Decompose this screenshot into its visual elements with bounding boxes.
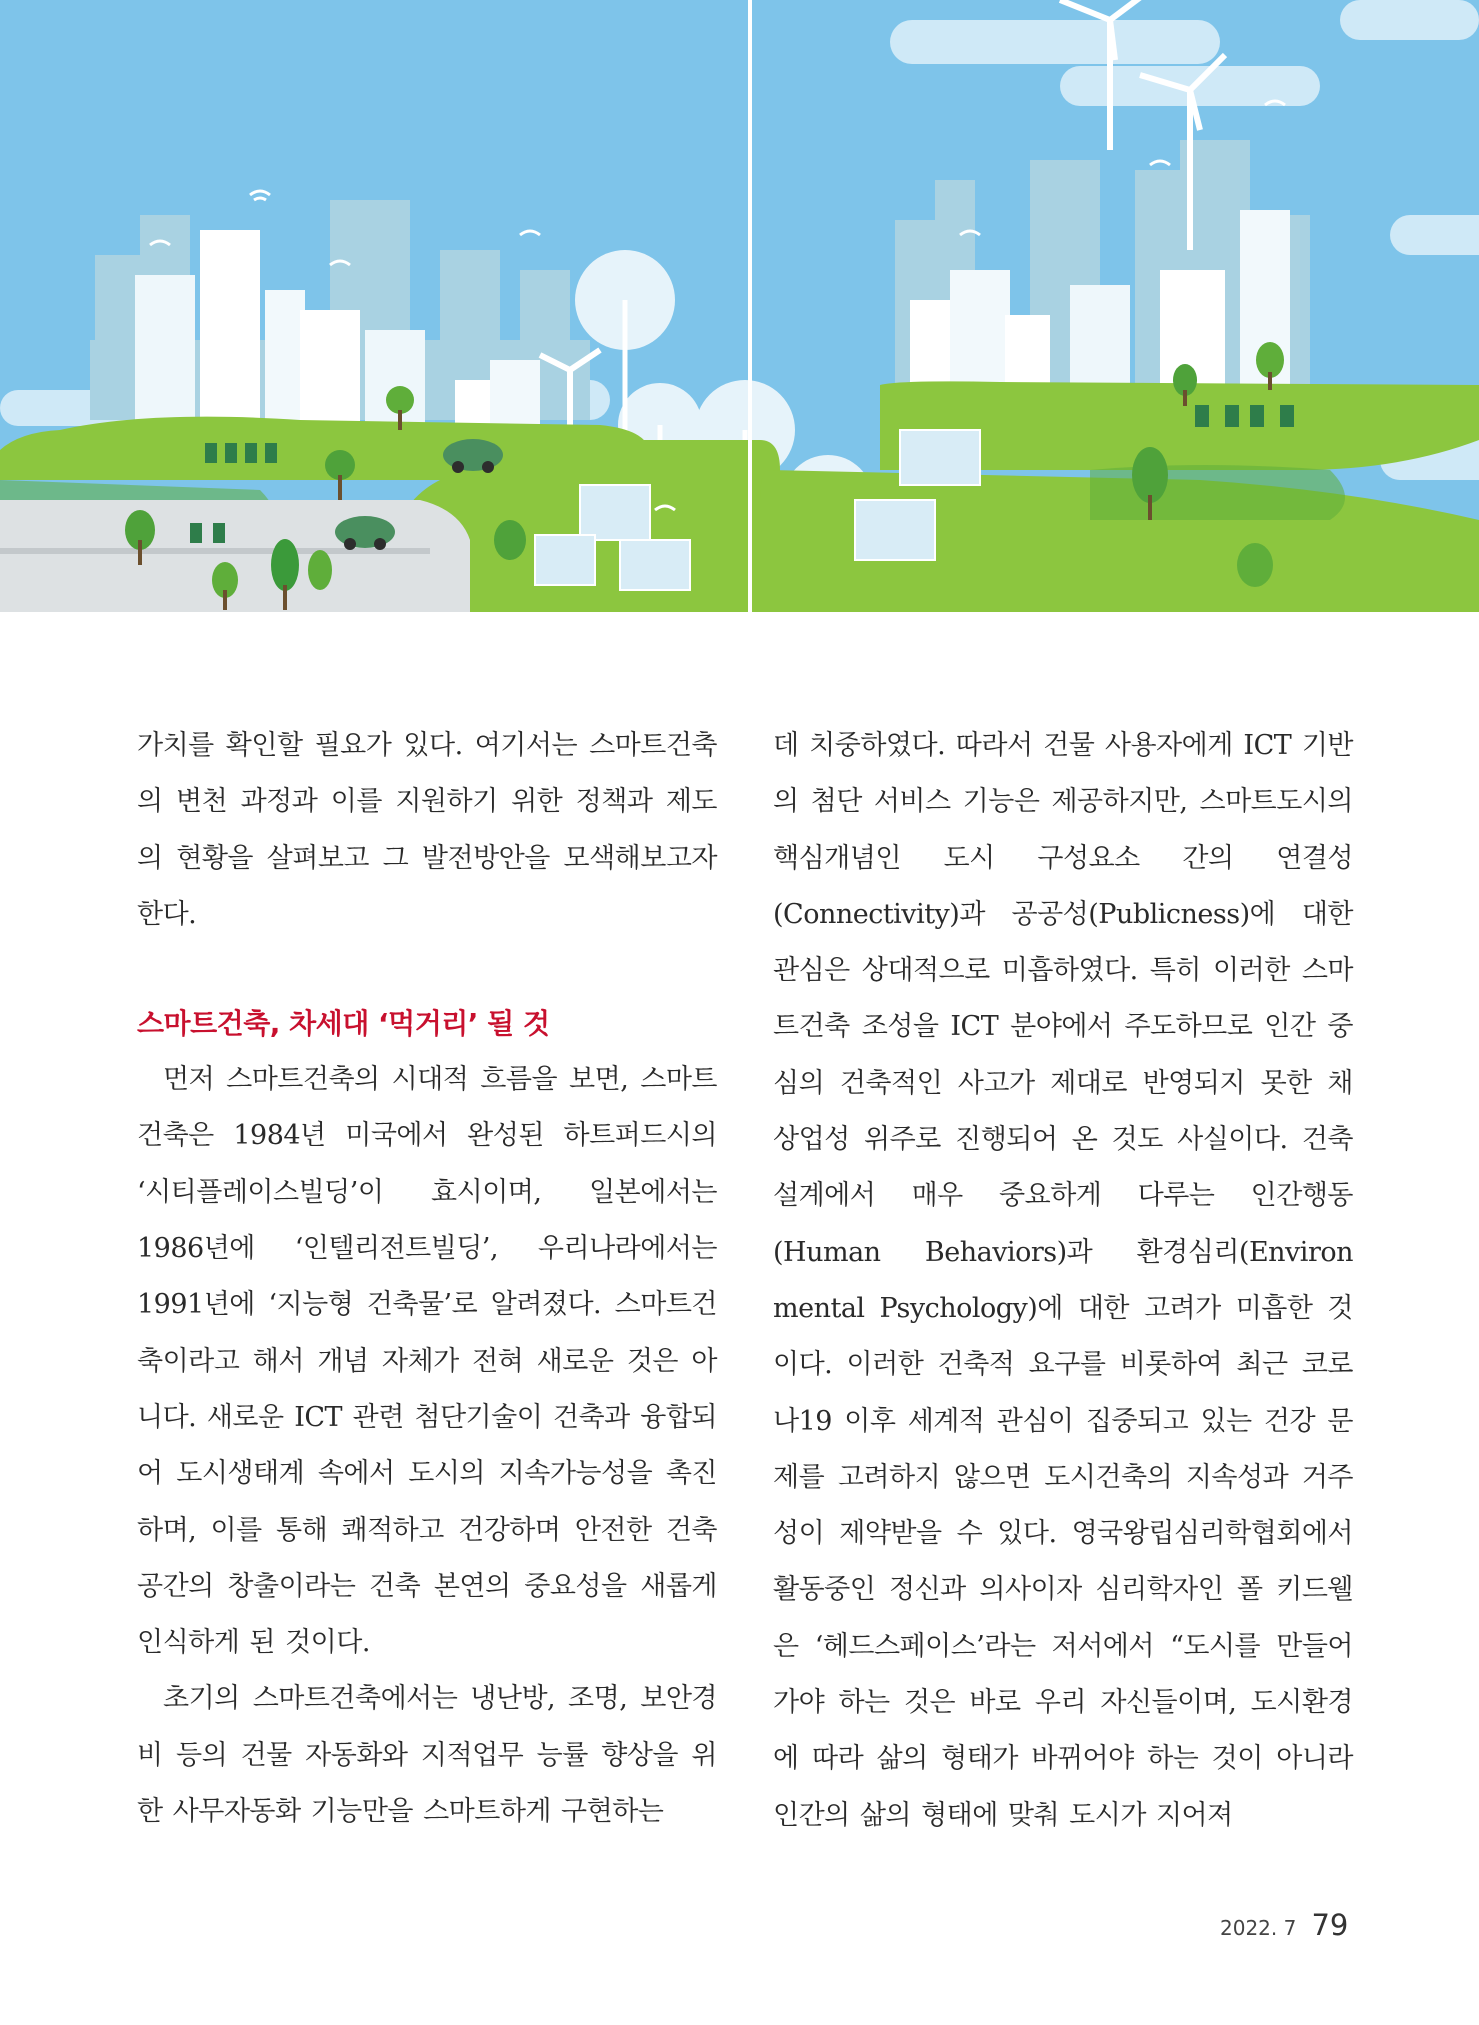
page-number: 79 — [1311, 1908, 1349, 1942]
right-column — [773, 718, 1353, 1844]
paragraph: 데 치중하였다. 따라서 건물 사용자에게 ICT 기반의 첨단 서비스 기능은 제공하지만, 스마트도시의 핵심개념인 도시 구성요소 간의 연결성(Connectivity)과 공공성(Publicness)에 대한 관심은 상대적으로 미흡하였다. 특히 이러한 스마트건축 조성을 ICT 분야에서 주도하므로 인간 중심의 건축적인 사고가 제대로 반영되지 못한 채 상업성 위주로 진행되어 온 것도 사실이다. 건축 설계에서 매우 중요하게 다루는 인간행동(Human Behaviors)과 환경심리(Environ mental Psychology)에 대한 고려가 미흡한 것이다. 이러한 건축적 요구를 비롯하여 최근 코로나19 이후 세계적 관심이 집중되고 있는 건강 문제를 고려하지 않으면 도시건축의 지속성과 거주성이 제약받을 수 있다. 영국왕립심리학협회에서 활동중인 정신과 의사이자 심리학자인 폴 키드웰은 ‘헤드스페이스’라는 저서에서 “도시를 만들어가야 하는 것은 바로 우리 자신들이며, 도시환경에 따라 삶의 형태가 바뀌어야 하는 것이 아니라 인간의 삶의 형태에 맞춰 도시가 지어져 — [773, 730, 1353, 1831]
road-marking — [0, 548, 430, 554]
issue-date: 2022. 7 — [1220, 1916, 1297, 1940]
paragraph: 먼저 스마트건축의 시대적 흐름을 보면, 스마트건축은 1984년 미국에서 완성된 하트퍼드시의 ‘시티플레이스빌딩’이 효시이며, 일본에서는 1986년에 ‘인텔리전트빌딩’, 우리나라에서는 1991년에 ‘지능형 건축물’로 알려졌다. 스마트건축이라고 해서 개념 자체가 전혀 새로운 것은 아니다. 새로운 ICT 관련 첨단기술이 건축과 융합되어 도시생태계 속에서 도시의 지속가능성을 촉진하며, 이를 통해 쾌적하고 건강하며 안전한 건축공간의 창출이라는 건축 본연의 중요성을 새롭게 인식하게 된 것이다. — [137, 1064, 717, 1659]
hero-illustration — [0, 0, 1479, 612]
smart-city-illustration — [0, 0, 1479, 612]
page-folio — [1220, 1908, 1348, 1948]
paragraph: 초기의 스마트건축에서는 냉난방, 조명, 보안경비 등의 건물 자동화와 지적업무 능률 향상을 위한 사무자동화 기능만을 스마트하게 구현하는 — [137, 1683, 717, 1828]
spread-fold-line — [748, 0, 752, 612]
road — [0, 500, 470, 612]
section-heading: 스마트건축, 차세대 ‘먹거리’ 될 것 — [137, 1007, 550, 1041]
paragraph: 가치를 확인할 필요가 있다. 여기서는 스마트건축의 변천 과정과 이를 지원하기 위한 정책과 제도의 현황을 살펴보고 그 발전방안을 모색해보고자 한다. — [137, 730, 717, 930]
left-column — [137, 718, 717, 1840]
